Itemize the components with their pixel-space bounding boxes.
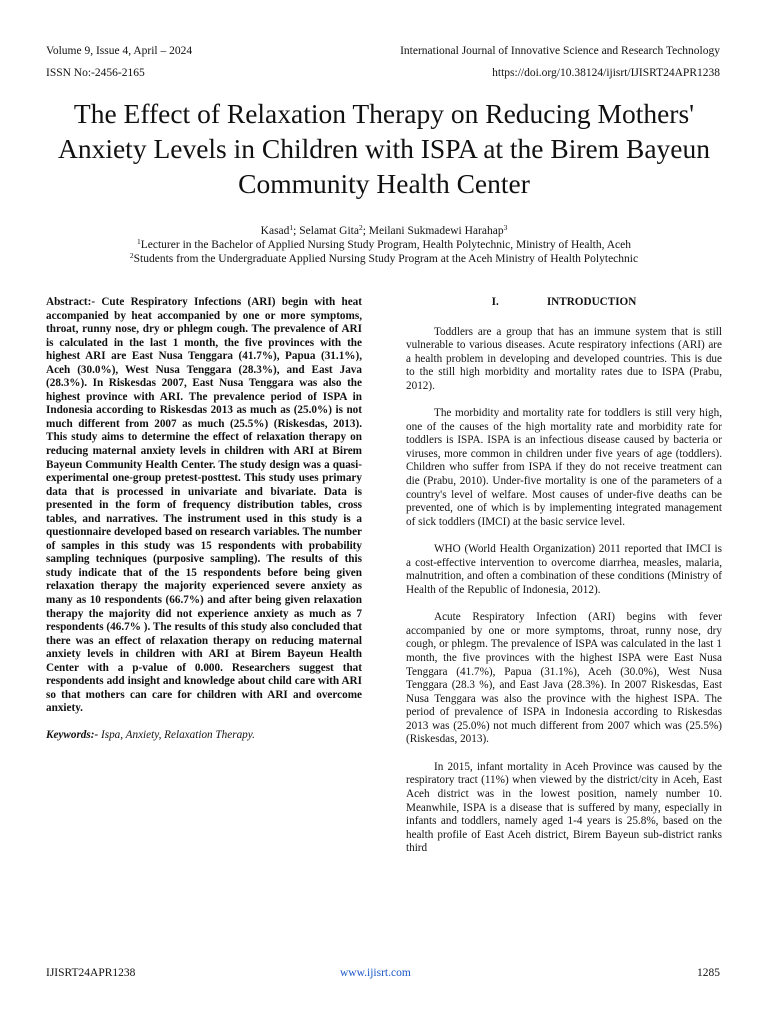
section-number: I. xyxy=(491,296,499,308)
paragraph: The morbidity and mortality rate for toddlers is still very high, one of the causes of the high mortality rate and morbidity rate for toddlers is ISPA. ISPA is an infectious disease caused by bacteria or viruses, more common in children under five years of age (toddlers). Children who suffer from ISPA if they do not receive treatment can die (Prabu, 2010). Under-five mortality is one of the parameters of a country's level of welfare. Most causes of under-five deaths can be prevented, one of which is by implementing integrated management of sick toddlers (IMCI) at the basic service level. xyxy=(406,407,722,528)
paragraph: Acute Respiratory Infection (ARI) begins with fever accompanied by one or more symptoms, throat, runny nose, dry cough, or phlegm. The prevalence of ISPA was calculated in the last 1 month, the five provinces with the highest ISPA were East Nusa Tenggara (41.7%), Papua (31.1%), Aceh (30.0%), West Nusa Tenggara (28.3 %), and East Java (28.3%). In 2007 Riskesdas, East Nusa Tenggara was also the province with the highest ISPA. The period of prevalence of ISPA in Indonesia according to Riskesdas 2013 was (25.0%) not much different from 2007 which was (25.5%) (Riskesdas, 2013). xyxy=(406,611,722,746)
author-1: Kasad xyxy=(260,225,290,237)
affiliation-2 xyxy=(0,252,768,266)
author-3-affil: 3 xyxy=(503,223,508,232)
footer-id: IJISRT24APR1238 xyxy=(46,967,136,979)
keywords-text: Ispa, Anxiety, Relaxation Therapy. xyxy=(98,728,255,741)
paragraph: Toddlers are a group that has an immune system that is still vulnerable to various diseases. Acute respiratory infections (ARI) are a health problem in developing and developed countries. This is due to the still high morbidity and mortality rates due to ISPA (Prabu, 2012). xyxy=(406,325,722,392)
author-1-affil: 1 xyxy=(289,223,294,232)
affiliation-1-text: Lecturer in the Bachelor of Applied Nursing Study Program, Health Polytechnic, Ministry of Health, Aceh xyxy=(140,239,631,251)
header-journal: International Journal of Innovative Science and Research Technology xyxy=(400,45,720,57)
author-2: Selamat Gita xyxy=(299,225,359,237)
affiliation-1-sup: 1 xyxy=(137,237,141,246)
footer-page-number: 1285 xyxy=(697,967,720,979)
keywords xyxy=(46,729,362,743)
header-volume: Volume 9, Issue 4, April – 2024 xyxy=(46,45,193,57)
paragraph: WHO (World Health Organization) 2011 reported that IMCI is a cost-effective intervention to overcome diarrhea, measles, malaria, malnutrition, and often a combination of these conditions (Ministry of Health of the Republic of Indonesia, 2012). xyxy=(406,543,722,596)
author-separator: ; xyxy=(362,225,369,237)
right-column xyxy=(406,296,722,870)
header-doi[interactable]: https://doi.org/10.38124/ijisrt/IJISRT24APR1238 xyxy=(492,67,720,79)
affiliation-2-text: Students from the Undergraduate Applied Nursing Study Program at the Aceh Ministry of Health Polytechnic xyxy=(133,253,639,265)
keywords-label: Keywords:- xyxy=(46,728,99,741)
header-issn: ISSN No:-2456-2165 xyxy=(46,67,145,79)
affiliation-1 xyxy=(0,238,768,252)
section-heading xyxy=(406,296,722,310)
footer-url[interactable]: www.ijisrt.com xyxy=(340,967,411,979)
author-separator: ; xyxy=(293,225,300,237)
affiliation-2-sup: 2 xyxy=(129,251,134,260)
paper-title: The Effect of Relaxation Therapy on Reducing Mothers' Anxiety Levels in Children with ISPA at the Birem Bayeun Community Health Center xyxy=(57,98,711,199)
section-title: INTRODUCTION xyxy=(546,296,637,308)
author-3: Meilani Sukmadewi Harahap xyxy=(368,225,504,237)
author-line xyxy=(0,224,768,238)
author-2-affil: 2 xyxy=(358,223,363,232)
abstract: Abstract:- Cute Respiratory Infections (ARI) begin with heat accompanied by heat accompanied by one or more symptoms, throat, runny nose, dry or phlegm cough. The prevalence of ARI is calculated in the last 1 month, the five provinces with the highest ARI are East Nusa Tenggara (41.7%), Papua (31.1%), Aceh (30.0%), West Nusa Tenggara (28.3%), and East Java (28.3%). In Riskesdas 2007, East Nusa Tenggara was also the highest province with ARI. The prevalence period of ISPA in Indonesia according to Riskesdas 2013 as much as (25.0%) is not much different from 2007 as much (25.5%) (Riskesdas, 2013). This study aims to determine the effect of relaxation therapy on reducing maternal anxiety levels in children with ARI at Birem Bayeun Community Health Center. The study design was a quasi-experimental one-group pretest-posttest. This study uses primary data that is processed in univariate and bivariate. Data is presented in the form of frequency distribution tables, cross tables, and narratives. The instrument used in this study is a questionnaire developed based on research variables. The number of samples in this study was 15 respondents with probability sampling techniques (purposive sampling). The results of this study indicate that of the 15 respondents before being given relaxation therapy the majority experienced severe anxiety as many as 10 respondents (66.7%) and after being given relaxation therapy the majority did not experience anxiety as much as 7 respondents (46.7% ). The results of this study also concluded that there was an effect of relaxation therapy on reducing maternal anxiety levels in children with ARI at Birem Bayeun Health Center with a p-value of 0.000. Researchers suggest that respondents add insight and knowledge about child care with ARI so that mothers can care for children with ARI and overcome anxiety. xyxy=(46,296,362,715)
left-column xyxy=(46,296,362,743)
paragraph: In 2015, infant mortality in Aceh Province was caused by the respiratory tract (11%) when viewed by the district/city in Aceh, East Aceh district was in the lowest position, namely number 10. Meanwhile, ISPA is a disease that is suffered by many, especially in infants and toddlers, namely aged 1-4 years is 25.8%, based on the health profile of East Aceh district, Birem Bayeun sub-district ranks third xyxy=(406,760,722,855)
